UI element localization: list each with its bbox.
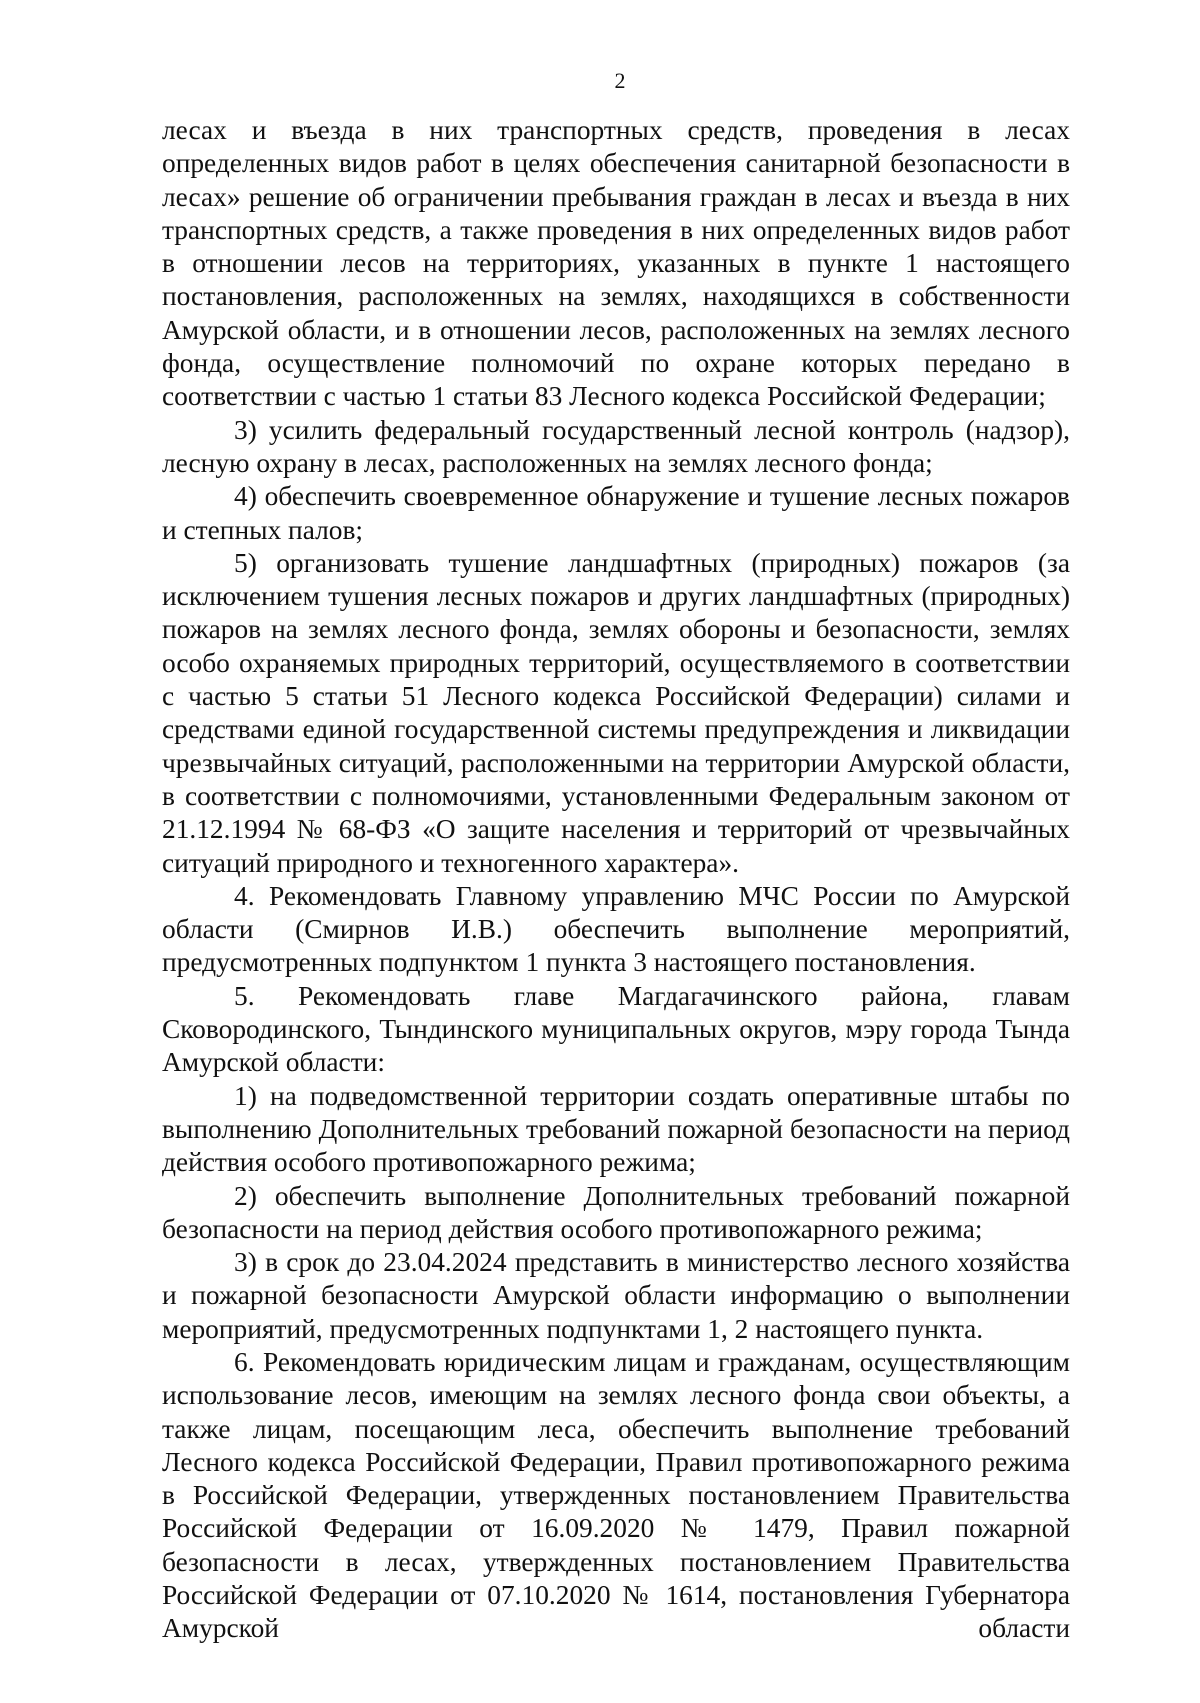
paragraph-item-3-5: 5) организовать тушение ландшафтных (природных) пожаров (за исключением тушения лесных пожаров и других ландшафтных (природных) пожаров на землях лесного фонда, землях обороны и безопасности, землях особо охраняемых природных территорий, осуществляемого в соответствии с частью 5 статьи 51 Лесного кодекса Российской Федерации) силами и средствами единой государственной системы предупреждения и ликвидации чрезвычайных ситуаций, расположенными на территории Амурской области, в соответствии с полномочиями, установленными Федеральным законом от 21.12.1994 № 68-ФЗ «О защите населения и территорий от чрезвычайных ситуаций природного и техногенного характера». [162, 547, 1070, 878]
paragraph-item-5-1: 1) на подведомственной территории создать оперативные штабы по выполнению Дополнительных требований пожарной безопасности на период действия особого противопожарного режима; [162, 1080, 1070, 1178]
paragraph-point-6: 6. Рекомендовать юридическим лицам и гражданам, осуществляющим использование лесов, имеющим на землях лесного фонда свои объекты, а также лицам, посещающим леса, обеспечить выполнение требований Лесного кодекса Российской Федерации, Правил противопожарного режима в Российской Федерации, утвержденных постановлением Правительства Российской Федерации от 16.09.2020 № 1479, Правил пожарной безопасности в лесах, утвержденных постановлением Правительства Российской Федерации от 07.10.2020 № 1614, постановления Губернатора Амурской области [162, 1346, 1070, 1644]
paragraph-item-3-3: 3) усилить федеральный государственный лесной контроль (надзор), лесную охрану в лесах, расположенных на землях лесного фонда; [162, 414, 1070, 478]
paragraph-item-5-3: 3) в срок до 23.04.2024 представить в министерство лесного хозяйства и пожарной безопасности Амурской области информацию о выполнении мероприятий, предусмотренных подпунктами 1, 2 настоящего пункта. [162, 1247, 1070, 1344]
page-number: 2 [614, 68, 626, 93]
paragraph-continuation: лесах и въезда в них транспортных средств, проведения в лесах определенных видов работ в целях обеспечения санитарной безопасности в лесах» решение об ограничении пребывания граждан в лесах и въезда в них транспортных средств, а также проведения в них определенных видов работ в отношении лесов на территориях, указанных в пункте 1 настоящего постановления, расположенных на землях, находящихся в собственности Амурской области, и в отношении лесов, расположенных на землях лесного фонда, осуществление полномочий по охране которых передано в соответствии с частью 1 статьи 83 Лесного кодекса Российской Федерации; [162, 115, 1070, 412]
paragraph-point-5: 5. Рекомендовать главе Магдагачинского района, главам Сковородинского, Тындинского муниципальных округов, мэру города Тында Амурской области: [162, 980, 1070, 1078]
document-body [162, 114, 1070, 1646]
paragraph-point-4: 4. Рекомендовать Главному управлению МЧС России по Амурской области (Смирнов И.В.) обеспечить выполнение мероприятий, предусмотренных подпунктом 1 пункта 3 настоящего постановления. [162, 880, 1070, 978]
paragraph-item-5-2: 2) обеспечить выполнение Дополнительных требований пожарной безопасности на период действия особого противопожарного режима; [162, 1180, 1070, 1244]
paragraph-item-3-4: 4) обеспечить своевременное обнаружение и тушение лесных пожаров и степных палов; [162, 481, 1070, 545]
